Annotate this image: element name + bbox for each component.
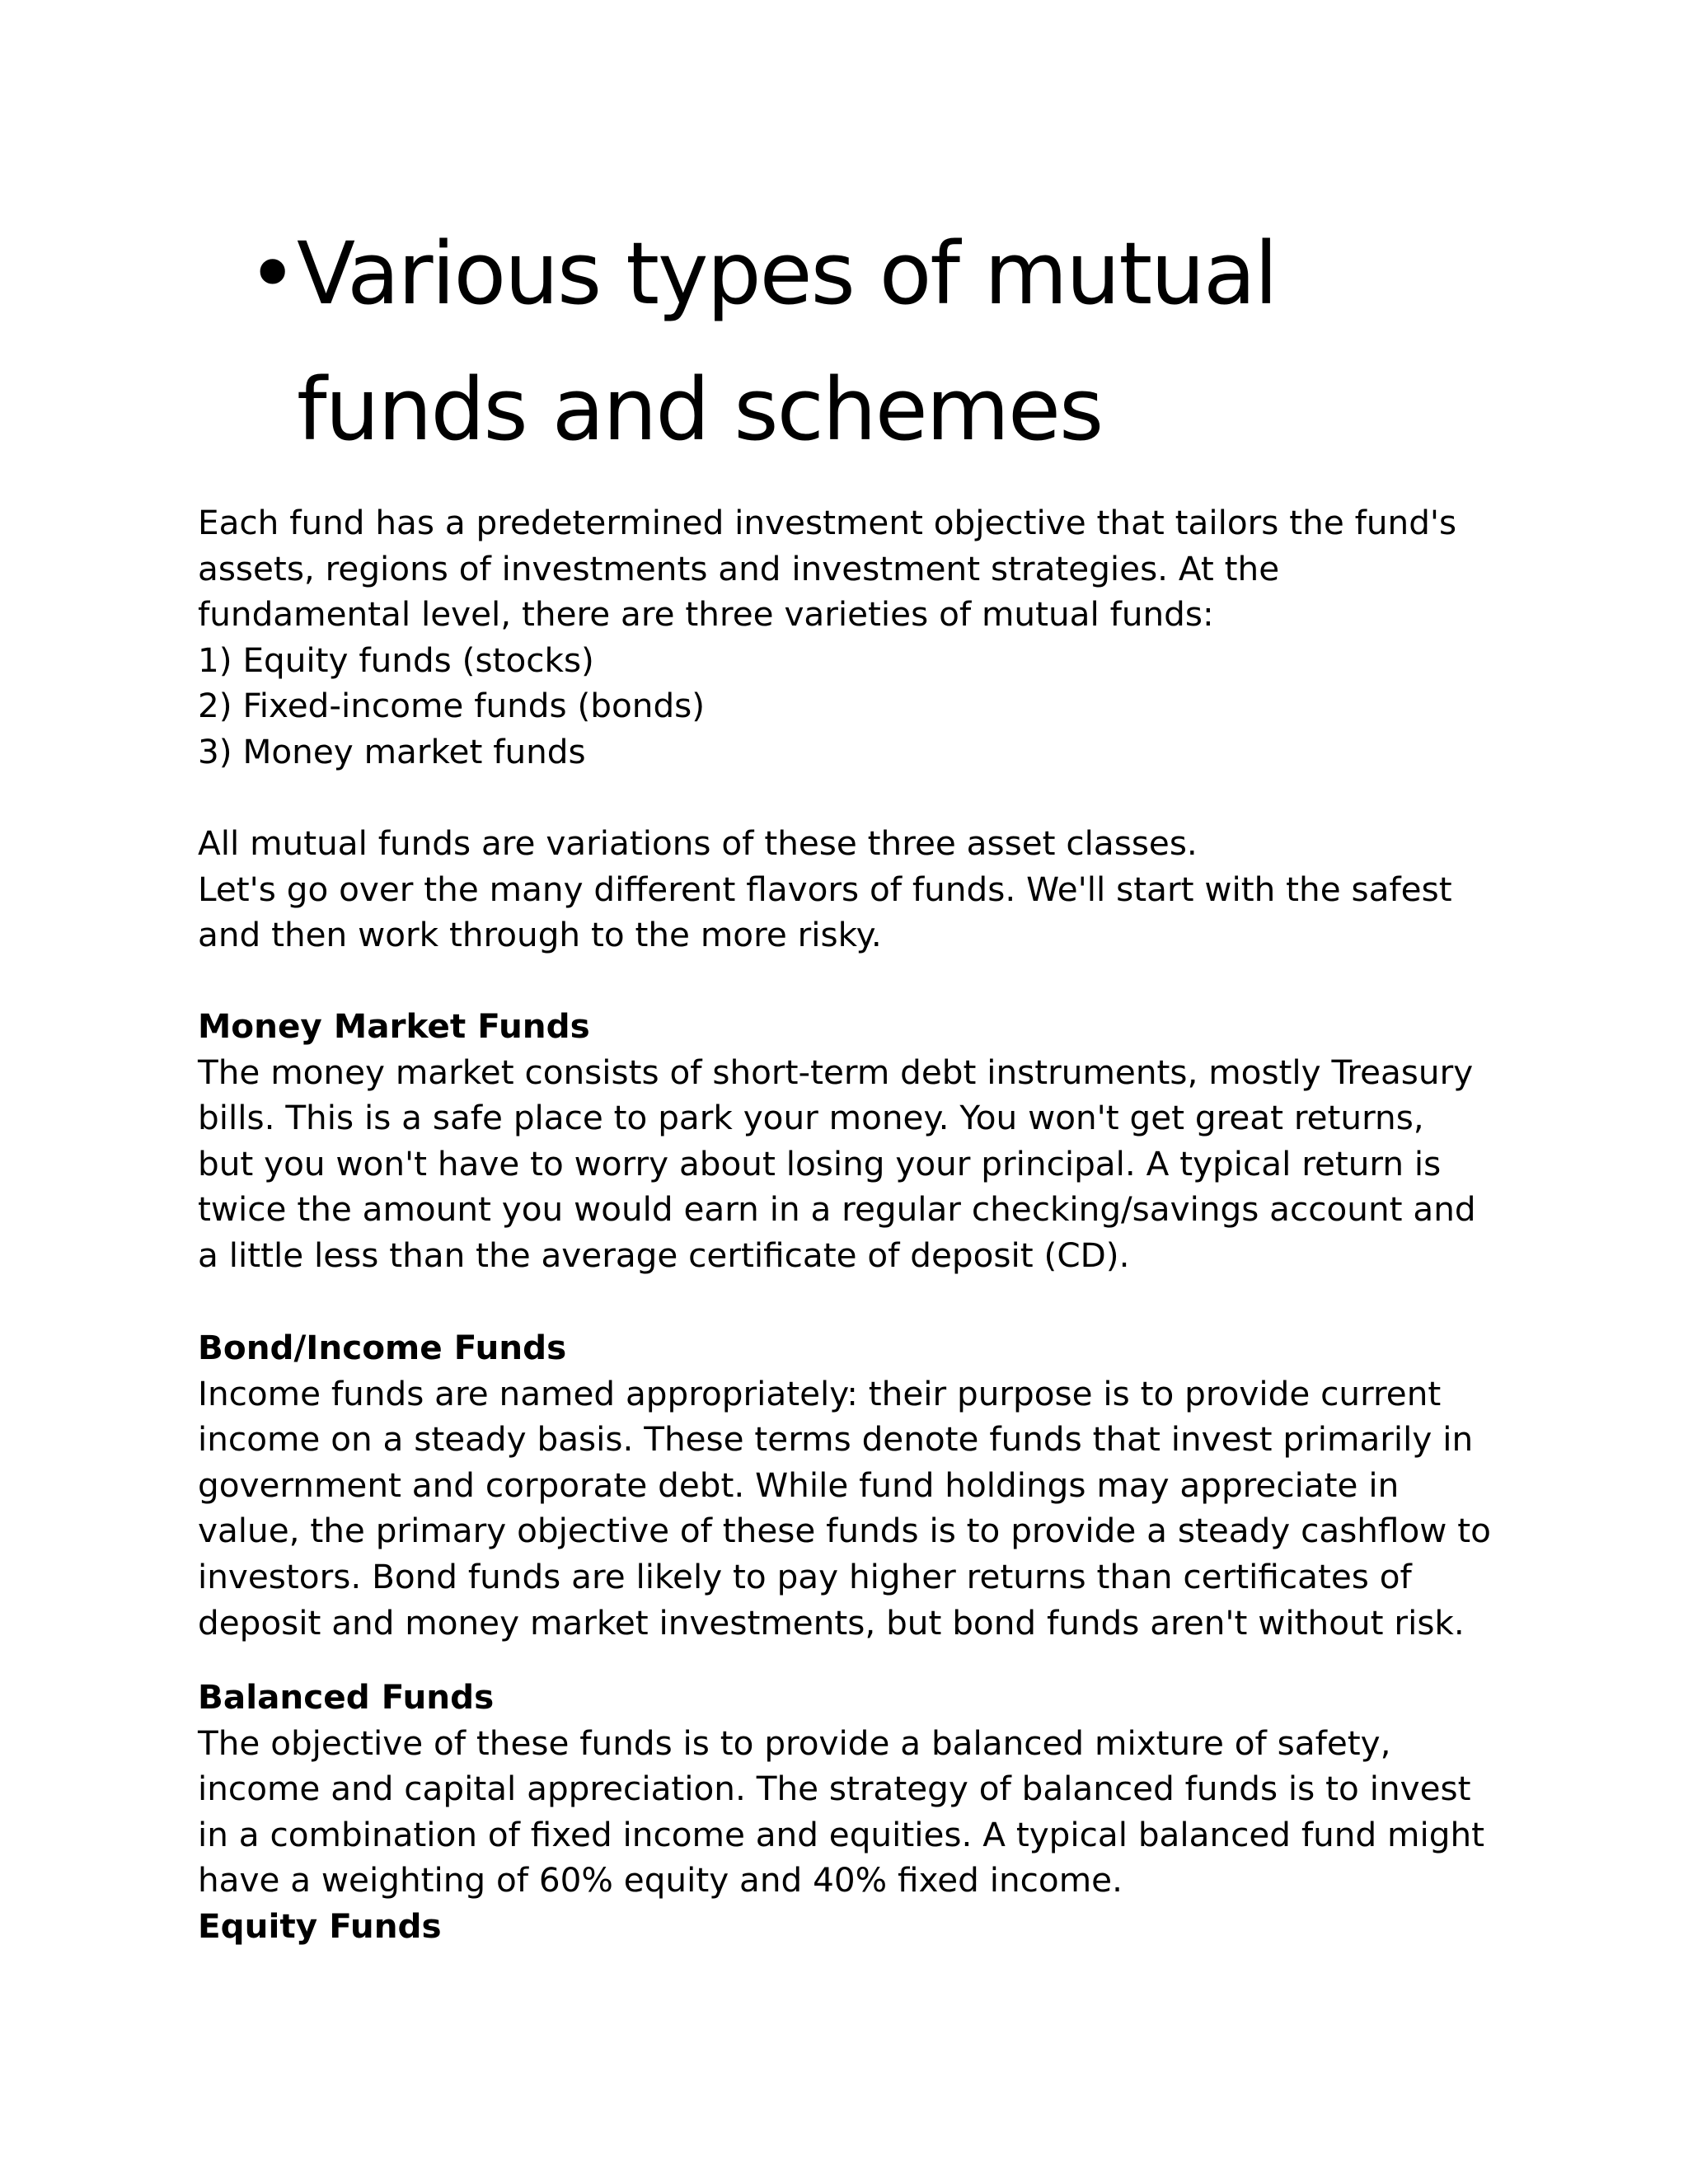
money-market-section [198, 1004, 1517, 1279]
balanced-line: The objective of these funds is to provide a balanced mixture of safety, [198, 1722, 1391, 1763]
bond-income-heading: Bond/Income Funds [198, 1328, 567, 1367]
overview-line: and then work through to the more risky. [198, 915, 882, 955]
page-title [247, 206, 1484, 478]
intro-paragraph [198, 500, 1517, 776]
title-bullet: • [247, 223, 298, 324]
equity-heading: Equity Funds [198, 1905, 442, 1946]
fund-list-item: 2) Fixed-income funds (bonds) [198, 686, 706, 726]
bond-income-line: Income funds are named appropriately: their purpose is to provide current [198, 1373, 1442, 1413]
money-market-heading: Money Market Funds [198, 1006, 590, 1046]
balanced-line: in a combination of fixed income and equities. A typical balanced fund might [198, 1814, 1485, 1854]
balanced-line: income and capital appreciation. The strategy of balanced funds is to invest [198, 1769, 1471, 1809]
overview-line: Let's go over the many different flavors of funds. We'll start with the safest [198, 869, 1452, 909]
balanced-line: have a weighting of 60% equity and 40% fixed income. [198, 1860, 1123, 1900]
balanced-heading: Balanced Funds [198, 1677, 495, 1717]
intro-line: assets, regions of investments and investment strategies. At the [198, 548, 1280, 588]
intro-line: fundamental level, there are three varieties of mutual funds: [198, 594, 1214, 635]
bond-income-line: investors. Bond funds are likely to pay higher returns than certificates of [198, 1556, 1412, 1596]
bond-income-line: deposit and money market investments, but bond funds aren't without risk. [198, 1602, 1465, 1643]
overview-paragraph [198, 821, 1517, 958]
bond-income-section [198, 1325, 1517, 1646]
money-market-line: but you won't have to worry about losing your principal. A typical return is [198, 1143, 1442, 1183]
overview-line: All mutual funds are variations of these three asset classes. [198, 823, 1198, 863]
fund-list-item: 3) Money market funds [198, 731, 586, 771]
money-market-line: a little less than the average certificate of deposit (CD). [198, 1235, 1130, 1275]
money-market-line: twice the amount you would earn in a regular checking/savings account and [198, 1189, 1476, 1230]
balanced-section [198, 1675, 1517, 1950]
money-market-line: bills. This is a safe place to park your money. You won't get great returns, [198, 1098, 1424, 1138]
intro-line: Each fund has a predetermined investment objective that tailors the fund's [198, 503, 1457, 542]
bond-income-line: value, the primary objective of these funds is to provide a steady cashflow to [198, 1511, 1491, 1551]
title-line-2: funds and schemes [297, 359, 1103, 460]
money-market-line: The money market consists of short-term debt instruments, mostly Treasury [198, 1052, 1474, 1092]
bond-income-line: income on a steady basis. These terms denote funds that invest primarily in [198, 1419, 1474, 1460]
fund-list-item: 1) Equity funds (stocks) [198, 640, 594, 680]
bond-income-line: government and corporate debt. While fund holdings may appreciate in [198, 1465, 1400, 1505]
title-line-1: Various types of mutual [297, 223, 1277, 324]
